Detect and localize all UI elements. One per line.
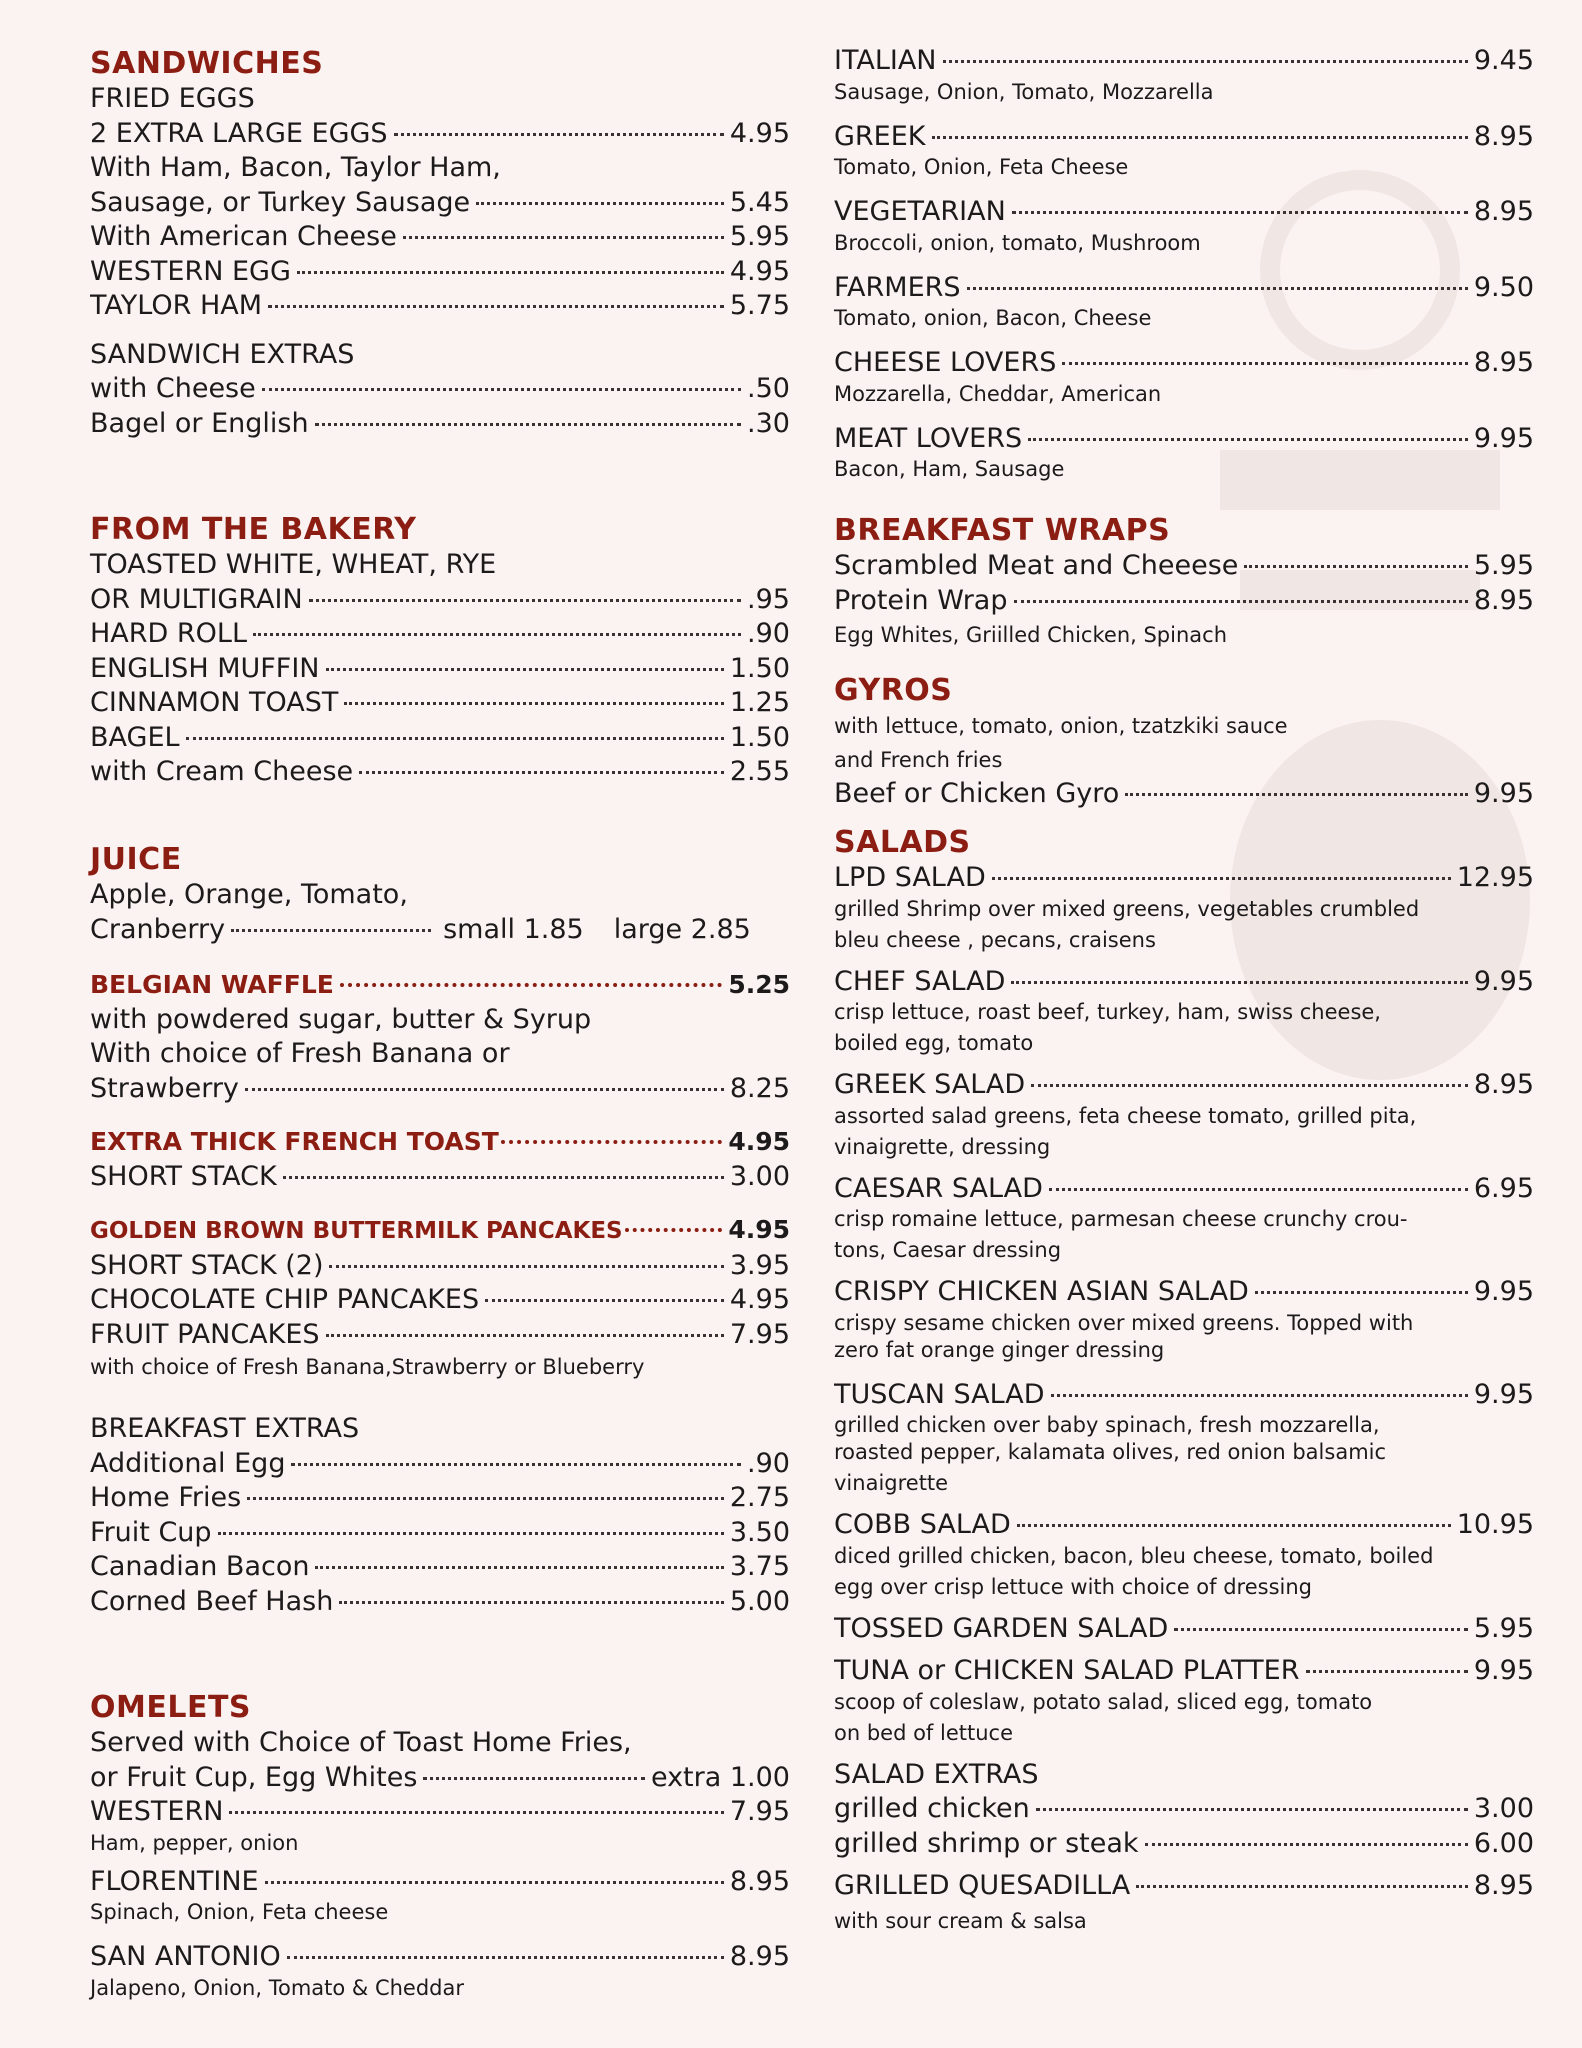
menu-item [834, 965, 1534, 1000]
section-breakfast-wraps [834, 513, 1534, 652]
section-omelets [90, 1690, 790, 2002]
dot-leader [268, 305, 724, 308]
item-price: 8.25 [729, 1072, 790, 1104]
dot-leader [287, 1956, 724, 1959]
dot-leader [1036, 1808, 1468, 1811]
item-description: diced grilled chicken, bacon, bleu cheese, tomato, boiled [834, 1543, 1434, 1568]
item-price: 8.95 [729, 1941, 790, 1972]
menu-item [90, 1160, 790, 1195]
dot-leader [326, 1334, 724, 1337]
item-price: 7.95 [729, 1318, 790, 1350]
dot-leader [967, 287, 1468, 290]
menu-item [834, 195, 1534, 230]
item-description: Broccoli, onion, tomato, Mushroom [834, 230, 1201, 255]
item-name: CINNAMON TOAST [90, 687, 339, 718]
item-name: GREEK SALAD [834, 1069, 1026, 1100]
dot-leader [1012, 211, 1468, 214]
menu-item [90, 721, 790, 756]
menu-item [90, 1865, 790, 1900]
item-description: egg over crisp lettuce with choice of dressing [834, 1574, 1312, 1599]
item-description: Sausage, Onion, Tomato, Mozzarella [834, 79, 1214, 104]
dot-leader [344, 702, 723, 705]
menu-item [90, 186, 790, 221]
item-description: assorted salad greens, feta cheese tomato, grilled pita, [834, 1103, 1417, 1128]
item-name: BAGEL [90, 721, 180, 753]
menu-item [834, 584, 1534, 619]
section-omelets-continued [834, 44, 1534, 483]
section-title: GYROS [834, 673, 953, 708]
menu-text: With choice of Fresh Banana or [90, 1038, 510, 1069]
item-price: 1.50 [729, 652, 790, 684]
menu-item [834, 1792, 1534, 1827]
item-price: 8.95 [1473, 347, 1534, 378]
item-price: .90 [747, 618, 790, 649]
menu-item [90, 289, 790, 324]
menu-item [90, 117, 790, 152]
menu-item [90, 220, 790, 255]
menu-note: with choice of Fresh Banana,Strawberry or Blueberry [90, 1355, 645, 1379]
dot-leader [1244, 565, 1467, 568]
dot-leader [394, 133, 724, 136]
item-name: Additional Egg [90, 1447, 286, 1479]
dot-leader [253, 633, 741, 636]
dot-leader [315, 423, 741, 426]
item-price: 9.95 [1473, 1276, 1534, 1307]
dot-leader [218, 1532, 724, 1535]
dot-leader [423, 1777, 645, 1780]
menu-item [90, 913, 790, 948]
item-description: Tomato, Onion, Feta Cheese [834, 155, 1129, 179]
item-price: 10.95 [1456, 1509, 1534, 1540]
item-description: roasted pepper, kalamata olives, red onion balsamic [834, 1440, 1387, 1464]
menu-item [90, 583, 790, 618]
dot-leader [1028, 438, 1468, 441]
item-price: 8.95 [1473, 196, 1534, 227]
menu-item [90, 1940, 790, 1975]
dot-leader [1125, 793, 1468, 796]
item-price: 8.95 [1473, 120, 1534, 152]
menu-item [834, 1508, 1534, 1543]
item-description: Jalapeno, Onion, Tomato & Cheddar [90, 1975, 465, 2000]
item-name: with Cream Cheese [90, 756, 354, 787]
item-description: Spinach, Onion, Feta cheese [90, 1900, 389, 1924]
menu-item [90, 1213, 790, 1249]
item-description: zero fat orange ginger dressing [834, 1337, 1165, 1362]
item-name: WESTERN [90, 1796, 224, 1827]
item-price: 4.95 [729, 1284, 790, 1315]
item-price: 8.95 [1473, 1069, 1534, 1100]
item-name: GOLDEN BROWN BUTTERMILK PANCAKES [90, 1218, 623, 1244]
item-price: 8.95 [1473, 1870, 1534, 1901]
dot-leader [1145, 1843, 1468, 1846]
item-name: GRILLED QUESADILLA [834, 1870, 1131, 1901]
item-description: Ham, pepper, onion [90, 1830, 299, 1855]
menu-item [90, 686, 790, 721]
item-name: Sausage, or Turkey Sausage [90, 186, 471, 218]
item-price: 9.95 [1473, 778, 1534, 809]
item-price: 5.95 [729, 221, 790, 252]
item-name: CAESAR SALAD [834, 1172, 1043, 1204]
menu-item [90, 755, 790, 790]
item-description: Bacon, Ham, Sausage [834, 457, 1065, 481]
item-name: With American Cheese [90, 221, 397, 252]
item-name: SHORT STACK [90, 1160, 277, 1192]
dot-leader [231, 929, 431, 932]
item-price: 6.00 [1473, 1827, 1534, 1859]
item-price: 4.95 [729, 117, 790, 149]
dot-leader [476, 202, 724, 205]
menu-item [90, 1318, 790, 1353]
item-price: 5.75 [729, 290, 790, 321]
item-name: Beef or Chicken Gyro [834, 778, 1120, 809]
dot-leader [625, 1228, 723, 1232]
section-french-toast [90, 1125, 790, 1194]
item-description: Mozzarella, Cheddar, American [834, 381, 1162, 406]
item-price: 2.75 [729, 1482, 790, 1513]
item-name: 2 EXTRA LARGE EGGS [90, 117, 388, 149]
item-name: grilled chicken [834, 1793, 1030, 1824]
item-price: 3.75 [729, 1551, 790, 1582]
dot-leader [245, 1088, 724, 1091]
dot-leader [265, 1881, 724, 1884]
dot-leader [1051, 1394, 1468, 1397]
section-title: SANDWICHES [90, 46, 324, 81]
section-bakery [90, 512, 790, 790]
dot-leader [992, 877, 1451, 880]
item-name: Corned Beef Hash [90, 1585, 334, 1617]
item-name: MEAT LOVERS [834, 422, 1023, 454]
item-price: 3.00 [729, 1160, 790, 1192]
menu-item [90, 1072, 790, 1107]
section-title: JUICE [90, 842, 182, 877]
item-price: 9.95 [1473, 422, 1534, 454]
dot-leader [1062, 362, 1468, 365]
menu-item [834, 44, 1534, 79]
menu-text: With Ham, Bacon, Taylor Ham, [90, 152, 501, 183]
item-name: FRUIT PANCAKES [90, 1318, 320, 1350]
item-name: TUNA or CHICKEN SALAD PLATTER [834, 1655, 1300, 1686]
dot-leader [315, 1566, 723, 1569]
item-price: .90 [747, 1447, 790, 1479]
item-name: CRISPY CHICKEN ASIAN SALAD [834, 1276, 1249, 1307]
item-price: 3.50 [729, 1516, 790, 1548]
item-name: WESTERN EGG [90, 255, 291, 287]
menu-item [834, 549, 1534, 584]
item-name: FLORENTINE [90, 1865, 259, 1897]
item-description: scoop of coleslaw, potato salad, sliced egg, tomato [834, 1689, 1373, 1714]
item-price: 4.95 [728, 1127, 790, 1156]
item-description: on bed of lettuce [834, 1720, 1014, 1745]
item-description: grilled Shrimp over mixed greens, vegetables crumbled [834, 896, 1420, 921]
menu-item [90, 1585, 790, 1620]
menu-item [834, 120, 1534, 155]
dot-leader [403, 236, 724, 239]
dot-leader [247, 1497, 724, 1500]
menu-item [90, 1795, 790, 1830]
dot-leader [339, 1601, 724, 1604]
item-name: SHORT STACK (2) [90, 1249, 324, 1281]
subsection-title: SANDWICH EXTRAS [90, 338, 355, 370]
menu-item [834, 1612, 1534, 1647]
dot-leader [501, 1140, 723, 1144]
item-price: 8.95 [729, 1865, 790, 1897]
menu-text: with powdered sugar, butter & Syrup [90, 1003, 592, 1035]
item-description: vinaigrette, dressing [834, 1134, 1051, 1159]
menu-item [90, 1125, 790, 1160]
menu-item [90, 1516, 790, 1551]
menu-item [90, 1447, 790, 1482]
dot-leader [1031, 1084, 1468, 1087]
menu-item [834, 1378, 1534, 1413]
item-name: COBB SALAD [834, 1509, 1011, 1540]
item-name: CHEF SALAD [834, 965, 1006, 997]
item-price: 12.95 [1456, 862, 1534, 893]
item-name: with Cheese [90, 373, 256, 404]
item-price: small 1.85 [443, 913, 584, 945]
menu-item [90, 617, 790, 652]
item-name: Cranberry [90, 913, 226, 945]
item-price: 1.50 [729, 721, 790, 753]
item-description: crispy sesame chicken over mixed greens. Topped with [834, 1310, 1414, 1335]
item-description: boiled egg, tomato [834, 1031, 1034, 1055]
section-gyros [834, 673, 1534, 812]
item-name: CHEESE LOVERS [834, 347, 1057, 378]
dot-leader [1014, 600, 1468, 603]
item-name: or Fruit Cup, Egg Whites [90, 1761, 418, 1793]
item-description: crisp lettuce, roast beef, turkey, ham, swiss cheese, [834, 1000, 1381, 1024]
item-name: CHOCOLATE CHIP PANCAKES [90, 1284, 480, 1315]
dot-leader [340, 983, 722, 987]
dot-leader [186, 737, 724, 740]
item-name: grilled shrimp or steak [834, 1827, 1139, 1859]
item-name: LPD SALAD [834, 862, 986, 893]
menu-item [90, 1481, 790, 1516]
item-description: grilled chicken over baby spinach, fresh mozzarella, [834, 1413, 1380, 1437]
item-description: with lettuce, tomato, onion, tzatzkiki sauce [834, 714, 1288, 738]
item-price: 5.45 [729, 186, 790, 218]
item-description: and French fries [834, 748, 1003, 772]
dot-leader [262, 388, 741, 391]
item-price: 5.95 [1473, 1612, 1534, 1644]
item-name: ITALIAN [834, 45, 937, 76]
menu-text: TOASTED WHITE, WHEAT, RYE [90, 549, 497, 580]
dot-leader [291, 1463, 741, 1466]
section-breakfast-extras [90, 1412, 790, 1619]
item-price: 5.00 [729, 1585, 790, 1617]
section-title: BREAKFAST WRAPS [834, 513, 1171, 548]
dot-leader [283, 1176, 724, 1179]
menu-item [834, 346, 1534, 381]
section-title: FROM THE BAKERY [90, 512, 417, 547]
menu-item [834, 777, 1534, 812]
item-price: 4.95 [729, 255, 790, 287]
item-price: .95 [747, 583, 790, 615]
dot-leader [326, 668, 724, 671]
item-name: TOSSED GARDEN SALAD [834, 1612, 1169, 1644]
dot-leader [309, 599, 741, 602]
dot-leader [1017, 1524, 1451, 1527]
item-price: 9.50 [1473, 271, 1534, 303]
menu-item [90, 255, 790, 290]
item-name: Protein Wrap [834, 584, 1008, 616]
item-price: 6.95 [1473, 1172, 1534, 1204]
menu-item [834, 422, 1534, 457]
menu-item [834, 1869, 1534, 1904]
item-name: Scrambled Meat and Cheeese [834, 550, 1239, 581]
menu-item [90, 407, 790, 442]
subsection-title: SALAD EXTRAS [834, 1758, 1039, 1790]
dot-leader [329, 1265, 723, 1268]
dot-leader [1136, 1885, 1468, 1888]
item-price: 9.95 [1473, 1378, 1534, 1410]
item-description: Egg Whites, Griilled Chicken, Spinach [834, 623, 1228, 647]
item-price: 2.55 [729, 756, 790, 787]
menu-item [90, 1283, 790, 1318]
item-price: 9.95 [1473, 1655, 1534, 1686]
item-name: HARD ROLL [90, 618, 248, 649]
item-price: 5.25 [728, 970, 790, 999]
item-description: with sour cream & salsa [834, 1908, 1087, 1933]
item-name: EXTRA THICK FRENCH TOAST [90, 1127, 499, 1156]
dot-leader [1255, 1291, 1468, 1294]
item-price: 7.95 [729, 1796, 790, 1827]
item-name: TUSCAN SALAD [834, 1378, 1045, 1410]
item-price: .50 [747, 373, 790, 404]
menu-item [90, 1761, 790, 1796]
item-price: 3.00 [1473, 1793, 1534, 1824]
item-name: TAYLOR HAM [90, 290, 263, 321]
menu-item [834, 1827, 1534, 1862]
menu-item [834, 1068, 1534, 1103]
item-price: 8.95 [1473, 584, 1534, 616]
item-description: bleu cheese , pecans, craisens [834, 927, 1156, 952]
dot-leader [932, 136, 1468, 139]
dot-leader [359, 771, 724, 774]
menu-item [834, 1172, 1534, 1207]
menu-item [90, 1550, 790, 1585]
menu-item [834, 1654, 1534, 1689]
item-price: large 2.85 [613, 913, 751, 945]
item-name: Strawberry [90, 1072, 239, 1104]
dot-leader [943, 60, 1468, 63]
item-description: tons, Caesar dressing [834, 1238, 1062, 1262]
menu-text: Served with Choice of Toast Home Fries, [90, 1727, 632, 1758]
item-name: Home Fries [90, 1482, 242, 1513]
section-waffle [90, 968, 790, 1106]
dot-leader [485, 1299, 724, 1302]
item-name: VEGETARIAN [834, 196, 1006, 227]
item-price: 3.95 [729, 1249, 790, 1281]
menu-item [90, 968, 790, 1003]
section-juice [90, 842, 790, 947]
section-pancakes [90, 1213, 790, 1382]
menu-item [834, 1275, 1534, 1310]
subsection-title: BREAKFAST EXTRAS [90, 1413, 360, 1444]
item-price: .30 [747, 407, 790, 439]
item-price: 5.95 [1473, 550, 1534, 581]
item-name: SAN ANTONIO [90, 1941, 281, 1972]
menu-item [90, 652, 790, 687]
menu-text: Apple, Orange, Tomato, [90, 879, 408, 910]
menu-text: FRIED EGGS [90, 83, 255, 114]
section-title: SALADS [834, 825, 971, 860]
section-salads [834, 825, 1534, 1938]
dot-leader [1174, 1628, 1468, 1631]
section-sandwiches [90, 46, 790, 441]
item-name: Canadian Bacon [90, 1551, 310, 1582]
section-title: OMELETS [90, 1690, 252, 1725]
item-description: vinaigrette [834, 1471, 949, 1495]
item-description: Tomato, onion, Bacon, Cheese [834, 306, 1152, 330]
item-name: BELGIAN WAFFLE [90, 970, 334, 999]
dot-leader [1011, 981, 1468, 984]
dot-leader [297, 271, 724, 274]
item-name: FARMERS [834, 271, 961, 303]
item-price: 9.45 [1473, 45, 1534, 76]
menu-item [834, 271, 1534, 306]
item-description: crisp romaine lettuce, parmesan cheese crunchy crou- [834, 1207, 1408, 1231]
item-name: Fruit Cup [90, 1516, 212, 1548]
menu-item [90, 372, 790, 407]
item-name: GREEK [834, 120, 926, 152]
item-price: 9.95 [1473, 965, 1534, 997]
item-price: extra 1.00 [650, 1761, 790, 1793]
menu-item [90, 1249, 790, 1284]
item-name: ENGLISH MUFFIN [90, 652, 320, 684]
dot-leader [1306, 1670, 1468, 1673]
menu-item [834, 861, 1534, 896]
item-name: OR MULTIGRAIN [90, 583, 303, 615]
dot-leader [229, 1811, 723, 1814]
dot-leader [1049, 1188, 1468, 1191]
item-price: 4.95 [728, 1215, 790, 1244]
item-price: 1.25 [729, 687, 790, 718]
item-name: Bagel or English [90, 407, 309, 439]
